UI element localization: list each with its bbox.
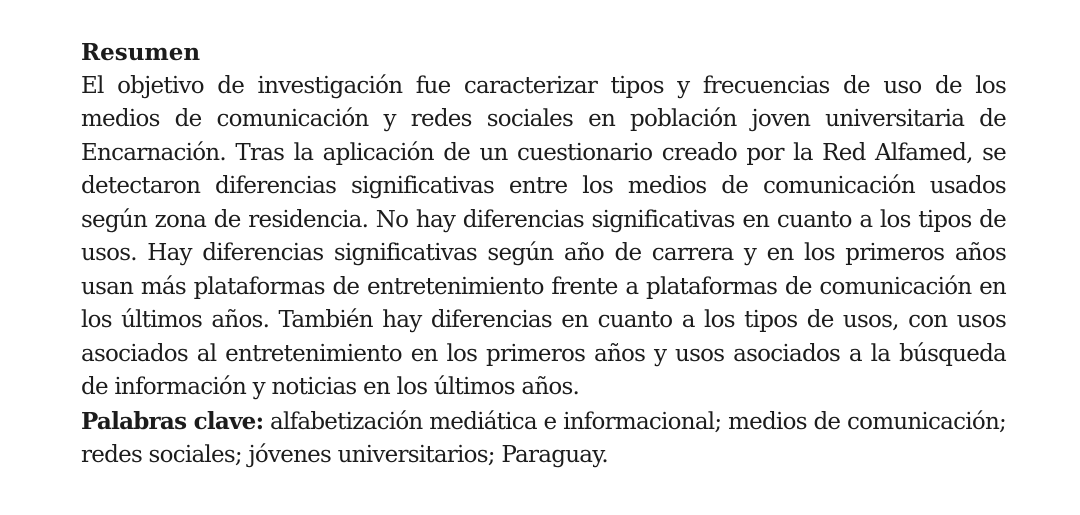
abstract-section	[81, 36, 1006, 473]
keywords-text: alfabetización mediática e informacional; medios de comunicación; redes sociales; jóvenes universitarios; Paraguay.	[81, 408, 1007, 468]
keywords-paragraph	[81, 405, 1006, 473]
abstract-body: El objetivo de investigación fue caracterizar tipos y frecuencias de uso de los medios de comunicación y redes sociales en población joven universitaria de Encarnación. Tras la aplicación de un cuestionario creado por la Red Alfamed, se detectaron diferencias significativas entre los medios de comunicación usados según zona de residencia. No hay diferencias significativas en cuanto a los tipos de usos. Hay diferencias significativas según año de carrera y en los primeros años usan más plataformas de entretenimiento frente a plataformas de comunicación en los últimos años. También hay diferencias en cuanto a los tipos de usos, con usos asociados al entretenimiento en los primeros años y usos asociados a la búsqueda de información y noticias en los últimos años.	[81, 72, 1006, 400]
abstract-heading: Resumen	[81, 39, 201, 66]
keywords-label: Palabras clave:	[81, 407, 264, 435]
